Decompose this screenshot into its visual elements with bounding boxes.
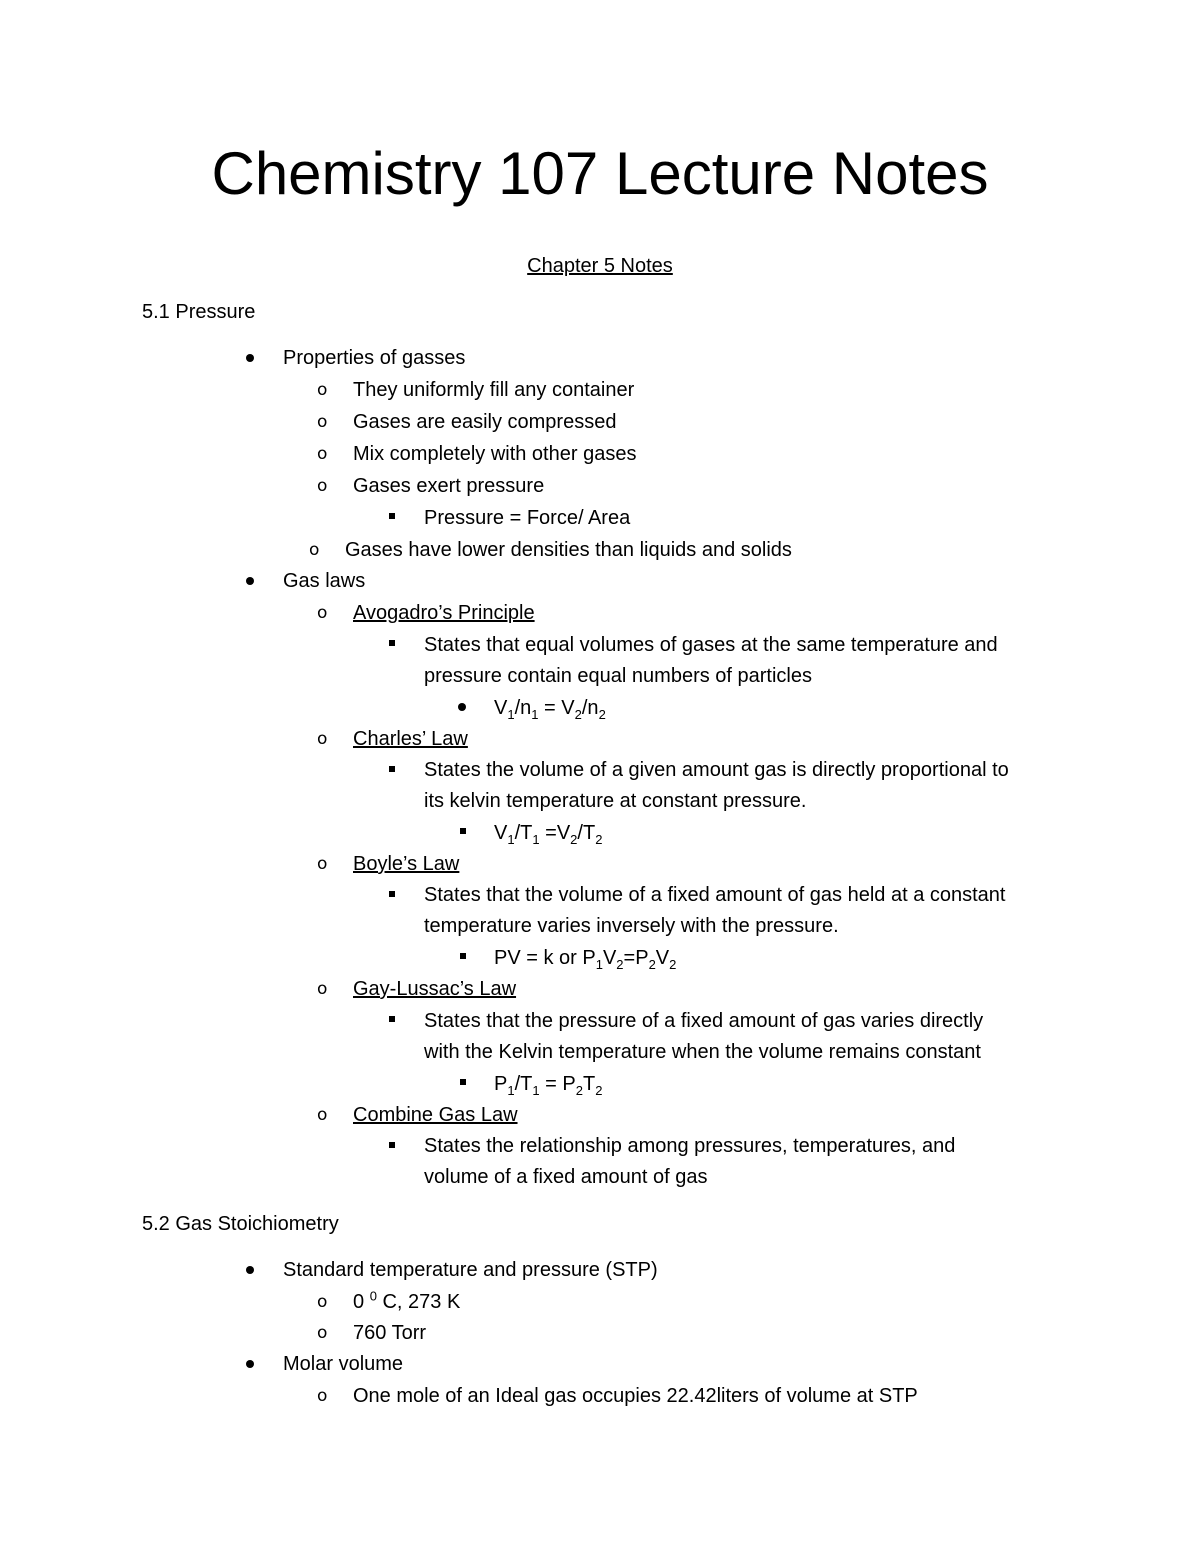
bullet-square-icon	[460, 953, 466, 959]
list-item: Standard temperature and pressure (STP)	[283, 1259, 658, 1281]
law-description-continued: its kelvin temperature at constant pressure.	[424, 790, 807, 812]
list-item: They uniformly fill any container	[353, 379, 635, 401]
bullet-circle-icon: o	[317, 1323, 328, 1343]
list-item: Molar volume	[283, 1353, 404, 1375]
list-item: Mix completely with other gases	[353, 443, 637, 465]
bullet-circle-icon: o	[317, 1105, 328, 1125]
bullet-square-icon	[389, 891, 395, 897]
bullet-circle-icon: o	[317, 1292, 328, 1312]
law-description-continued: temperature varies inversely with the pressure.	[424, 915, 839, 937]
bullet-circle-icon: o	[317, 444, 328, 464]
law-heading-avogadro: Avogadro’s Principle	[353, 602, 535, 624]
bullet-disc-icon	[246, 577, 254, 585]
bullet-square-icon	[389, 1016, 395, 1022]
equation-avogadro: $V_1/n_1 = V_2/n_2$	[494, 697, 606, 722]
section-heading-gas-stoichiometry: 5.2 Gas Stoichiometry	[142, 1213, 339, 1235]
list-item: 760 Torr	[353, 1322, 427, 1344]
bullet-square-icon	[389, 1142, 395, 1148]
bullet-circle-icon: o	[317, 854, 328, 874]
bullet-circle-icon: o	[317, 979, 328, 999]
list-item: Gases are easily compressed	[353, 411, 617, 433]
equation-charles: $V_1/T_1 =V_2/T_2$	[494, 822, 603, 847]
bullet-circle-icon: o	[317, 476, 328, 496]
bullet-square-icon	[389, 766, 395, 772]
law-description-continued: with the Kelvin temperature when the volume remains constant	[424, 1041, 981, 1063]
law-description: States that equal volumes of gases at the same temperature and	[424, 634, 998, 656]
equation-boyle: PV = k or $P_1V_2=P_2V_2$	[494, 947, 677, 972]
bullet-circle-icon: o	[309, 540, 320, 560]
bullet-circle-icon: o	[317, 603, 328, 623]
stp-temperature-text: C, 273 K	[376, 1291, 461, 1313]
law-description: States that the pressure of a fixed amount of gas varies directly	[424, 1010, 984, 1032]
law-heading-combined: Combine Gas Law	[353, 1104, 518, 1126]
law-description: States the volume of a given amount gas is directly proportional to	[424, 759, 1009, 781]
law-heading-boyle: Boyle’s Law	[353, 853, 460, 875]
bullet-disc-icon	[458, 703, 466, 711]
bullet-square-icon	[460, 828, 466, 834]
bullet-circle-icon: o	[317, 412, 328, 432]
bullet-disc-icon	[246, 1266, 254, 1274]
bullet-circle-icon: o	[317, 1386, 328, 1406]
section-heading-pressure: 5.1 Pressure	[142, 301, 256, 323]
list-item: Gases exert pressure	[353, 475, 545, 497]
document-title: Chemistry 107 Lecture Notes	[211, 140, 989, 207]
law-description: States that the volume of a fixed amount of gas held at a constant	[424, 884, 1006, 906]
law-heading-gay-lussac: Gay-Lussac’s Law	[353, 978, 517, 1000]
bullet-square-icon	[460, 1079, 466, 1085]
bullet-disc-icon	[246, 354, 254, 362]
equation-gay-lussac: $P_1/T_1 = P_2T_2$	[494, 1073, 603, 1098]
law-description-continued: pressure contain equal numbers of particles	[424, 665, 812, 687]
bullet-square-icon	[389, 513, 395, 519]
bullet-circle-icon: o	[317, 380, 328, 400]
list-item: Pressure = Force/ Area	[424, 507, 631, 529]
bullet-square-icon	[389, 640, 395, 646]
bullet-disc-icon	[246, 1360, 254, 1368]
list-item: 0 $^0$ C, 273 K	[353, 1288, 461, 1313]
law-description-continued: volume of a fixed amount of gas	[424, 1166, 708, 1188]
list-item: Properties of gasses	[283, 347, 466, 369]
list-item: Gases have lower densities than liquids and solids	[345, 539, 792, 561]
law-heading-charles: Charles’ Law	[353, 728, 468, 750]
list-item: Gas laws	[283, 570, 366, 592]
bullet-circle-icon: o	[317, 729, 328, 749]
chapter-heading: Chapter 5 Notes	[527, 255, 673, 277]
law-description: States the relationship among pressures, temperatures, and	[424, 1135, 956, 1157]
list-item: One mole of an Ideal gas occupies 22.42liters of volume at STP	[353, 1385, 918, 1407]
